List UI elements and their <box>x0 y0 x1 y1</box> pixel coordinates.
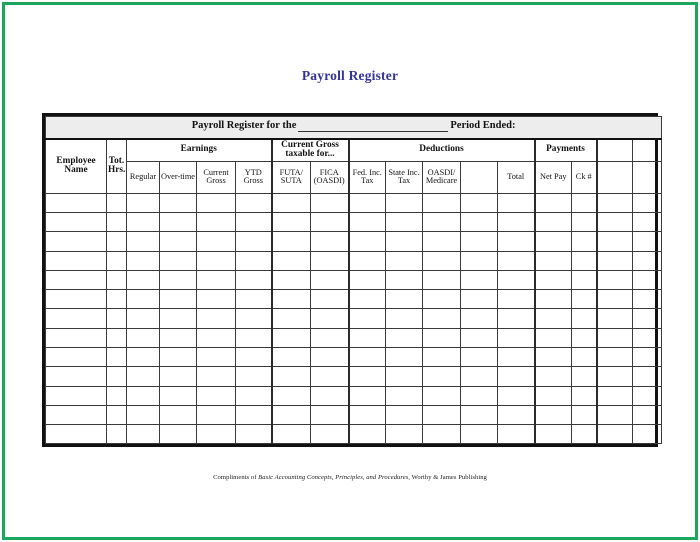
table-cell[interactable] <box>236 425 272 444</box>
table-cell[interactable] <box>386 348 423 367</box>
table-cell[interactable] <box>461 251 498 270</box>
table-cell[interactable] <box>197 367 236 386</box>
table-cell[interactable] <box>597 309 633 328</box>
column-header-blank-1 <box>597 161 633 193</box>
table-cell[interactable] <box>127 309 160 328</box>
table-cell[interactable] <box>349 405 386 424</box>
table-cell[interactable] <box>597 405 633 424</box>
table-cell[interactable] <box>46 290 107 309</box>
column-header-overtime: Over-time <box>160 161 197 193</box>
table-cell[interactable] <box>107 348 127 367</box>
table-row <box>46 309 662 328</box>
table-cell[interactable] <box>461 367 498 386</box>
table-cell[interactable] <box>461 290 498 309</box>
table-cell[interactable] <box>197 309 236 328</box>
table-cell[interactable] <box>272 425 311 444</box>
footer-suffix: , Worthy & James Publishing <box>408 474 487 481</box>
table-cell[interactable] <box>572 405 597 424</box>
table-cell[interactable] <box>633 425 662 444</box>
column-header-ytd-gross: YTD Gross <box>236 161 272 193</box>
table-cell[interactable] <box>535 232 572 251</box>
table-cell[interactable] <box>597 386 633 405</box>
table-cell[interactable] <box>535 425 572 444</box>
table-cell[interactable] <box>311 425 349 444</box>
table-cell[interactable] <box>160 232 197 251</box>
table-cell[interactable] <box>423 348 461 367</box>
table-cell[interactable] <box>633 386 662 405</box>
table-cell[interactable] <box>386 425 423 444</box>
table-cell[interactable] <box>107 232 127 251</box>
table-cell[interactable] <box>597 348 633 367</box>
table-cell[interactable] <box>461 193 498 212</box>
table-cell[interactable] <box>107 212 127 231</box>
table-cell[interactable] <box>236 270 272 289</box>
column-header-fica-oasdi: FICA (OASDI) <box>311 161 349 193</box>
table-cell[interactable] <box>272 290 311 309</box>
table-cell[interactable] <box>572 270 597 289</box>
table-cell[interactable] <box>572 425 597 444</box>
table-cell[interactable] <box>197 290 236 309</box>
table-cell[interactable] <box>498 290 535 309</box>
table-cell[interactable] <box>197 193 236 212</box>
table-cell[interactable] <box>461 386 498 405</box>
table-cell[interactable] <box>423 251 461 270</box>
table-cell[interactable] <box>349 212 386 231</box>
table-cell[interactable] <box>160 309 197 328</box>
table-cell[interactable] <box>197 328 236 347</box>
payroll-register-table <box>45 116 662 444</box>
table-cell[interactable] <box>386 367 423 386</box>
column-header-regular: Regular <box>127 161 160 193</box>
table-cell[interactable] <box>236 367 272 386</box>
table-cell[interactable] <box>127 386 160 405</box>
table-cell[interactable] <box>160 386 197 405</box>
page-title: Payroll Register <box>301 68 399 83</box>
table-banner-row <box>46 117 662 139</box>
table-cell[interactable] <box>423 425 461 444</box>
table-cell[interactable] <box>386 270 423 289</box>
table-cell[interactable] <box>461 328 498 347</box>
table-cell[interactable] <box>236 386 272 405</box>
table-cell[interactable] <box>311 290 349 309</box>
column-header-futa-suta: FUTA/ SUTA <box>272 161 311 193</box>
table-cell[interactable] <box>349 232 386 251</box>
table-cell[interactable] <box>311 348 349 367</box>
table-cell[interactable] <box>535 193 572 212</box>
table-cell[interactable] <box>633 270 662 289</box>
table-cell[interactable] <box>107 425 127 444</box>
table-row <box>46 386 662 405</box>
table-cell[interactable] <box>272 309 311 328</box>
table-cell[interactable] <box>46 348 107 367</box>
header-employee-name: Employee Name <box>46 139 107 194</box>
table-cell[interactable] <box>107 405 127 424</box>
table-cell[interactable] <box>498 232 535 251</box>
table-cell[interactable] <box>127 251 160 270</box>
table-cell[interactable] <box>272 212 311 231</box>
table-cell[interactable] <box>597 290 633 309</box>
table-cell[interactable] <box>572 386 597 405</box>
table-cell[interactable] <box>572 367 597 386</box>
table-cell[interactable] <box>349 251 386 270</box>
table-cell[interactable] <box>197 212 236 231</box>
banner-suffix-text: Period Ended: <box>450 120 516 132</box>
table-cell[interactable] <box>498 193 535 212</box>
table-cell[interactable] <box>160 193 197 212</box>
table-cell[interactable] <box>535 328 572 347</box>
table-cell[interactable] <box>197 232 236 251</box>
table-cell[interactable] <box>386 405 423 424</box>
column-header-oasdi-medicare: OASDI/ Medicare <box>423 161 461 193</box>
table-cell[interactable] <box>46 251 107 270</box>
table-cell[interactable] <box>236 251 272 270</box>
table-cell[interactable] <box>498 425 535 444</box>
banner-blank-line[interactable] <box>298 123 448 133</box>
table-cell[interactable] <box>633 367 662 386</box>
table-row <box>46 232 662 251</box>
table-cell[interactable] <box>107 367 127 386</box>
table-cell[interactable] <box>633 193 662 212</box>
table-cell[interactable] <box>197 386 236 405</box>
table-cell[interactable] <box>311 386 349 405</box>
table-cell[interactable] <box>349 309 386 328</box>
table-cell[interactable] <box>572 328 597 347</box>
table-cell[interactable] <box>107 270 127 289</box>
table-cell[interactable] <box>423 405 461 424</box>
table-row <box>46 270 662 289</box>
group-header-blank-1 <box>597 139 633 162</box>
table-cell[interactable] <box>572 290 597 309</box>
table-cell[interactable] <box>197 270 236 289</box>
table-cell[interactable] <box>127 290 160 309</box>
table-cell[interactable] <box>597 425 633 444</box>
table-cell[interactable] <box>311 367 349 386</box>
table-cell[interactable] <box>46 193 107 212</box>
table-cell[interactable] <box>572 309 597 328</box>
table-cell[interactable] <box>498 328 535 347</box>
table-cell[interactable] <box>127 193 160 212</box>
footer-prefix: Compliments of <box>213 474 259 481</box>
table-cell[interactable] <box>197 405 236 424</box>
table-cell[interactable] <box>423 193 461 212</box>
table-cell[interactable] <box>349 386 386 405</box>
table-cell[interactable] <box>535 386 572 405</box>
table-cell[interactable] <box>160 367 197 386</box>
table-cell[interactable] <box>349 270 386 289</box>
table-cell[interactable] <box>498 309 535 328</box>
table-cell[interactable] <box>572 232 597 251</box>
table-cell[interactable] <box>349 425 386 444</box>
table-cell[interactable] <box>127 270 160 289</box>
table-cell[interactable] <box>127 212 160 231</box>
table-cell[interactable] <box>311 405 349 424</box>
table-cell[interactable] <box>236 309 272 328</box>
table-cell[interactable] <box>160 425 197 444</box>
table-cell[interactable] <box>236 212 272 231</box>
footer-book-title: Basic Accounting Concepts, Principles, and Procedures <box>258 474 409 481</box>
table-row <box>46 425 662 444</box>
table-cell[interactable] <box>386 232 423 251</box>
table-row <box>46 367 662 386</box>
table-cell[interactable] <box>423 232 461 251</box>
table-cell[interactable] <box>236 348 272 367</box>
table-cell[interactable] <box>311 328 349 347</box>
table-cell[interactable] <box>236 232 272 251</box>
column-header-deduction-blank <box>461 161 498 193</box>
table-cell[interactable] <box>461 212 498 231</box>
table-cell[interactable] <box>633 309 662 328</box>
footer-credit <box>0 474 700 481</box>
table-cell[interactable] <box>423 309 461 328</box>
table-cell[interactable] <box>572 251 597 270</box>
table-cell[interactable] <box>572 348 597 367</box>
table-cell[interactable] <box>349 193 386 212</box>
table-cell[interactable] <box>107 290 127 309</box>
table-cell[interactable] <box>236 193 272 212</box>
table-cell[interactable] <box>461 270 498 289</box>
table-cell[interactable] <box>461 425 498 444</box>
table-cell[interactable] <box>197 251 236 270</box>
table-cell[interactable] <box>633 251 662 270</box>
table-cell[interactable] <box>349 328 386 347</box>
table-row <box>46 193 662 212</box>
table-cell[interactable] <box>311 270 349 289</box>
banner-cell <box>46 117 662 139</box>
table-cell[interactable] <box>160 212 197 231</box>
table-cell[interactable] <box>311 193 349 212</box>
table-row <box>46 212 662 231</box>
table-row <box>46 290 662 309</box>
table-cell[interactable] <box>423 328 461 347</box>
table-cell[interactable] <box>535 251 572 270</box>
table-cell[interactable] <box>597 232 633 251</box>
table-cell[interactable] <box>535 348 572 367</box>
payroll-register-table-container <box>42 113 658 447</box>
table-cell[interactable] <box>461 405 498 424</box>
group-header-blank-2 <box>633 139 662 162</box>
table-cell[interactable] <box>127 232 160 251</box>
table-cell[interactable] <box>633 212 662 231</box>
table-cell[interactable] <box>498 251 535 270</box>
table-cell[interactable] <box>46 367 107 386</box>
table-cell[interactable] <box>272 386 311 405</box>
table-cell[interactable] <box>127 367 160 386</box>
table-cell[interactable] <box>633 348 662 367</box>
table-cell[interactable] <box>386 251 423 270</box>
table-cell[interactable] <box>597 212 633 231</box>
group-header-earnings: Earnings <box>127 139 272 162</box>
table-cell[interactable] <box>46 425 107 444</box>
table-cell[interactable] <box>535 405 572 424</box>
group-header-current-gross-taxable: Current Gross taxable for... <box>272 139 349 162</box>
table-cell[interactable] <box>423 290 461 309</box>
table-cell[interactable] <box>386 212 423 231</box>
column-header-total: Total <box>498 161 535 193</box>
table-cell[interactable] <box>423 367 461 386</box>
table-cell[interactable] <box>160 290 197 309</box>
table-cell[interactable] <box>272 270 311 289</box>
table-cell[interactable] <box>498 348 535 367</box>
table-row <box>46 251 662 270</box>
table-cell[interactable] <box>127 328 160 347</box>
table-cell[interactable] <box>46 386 107 405</box>
column-header-ck-number: Ck # <box>572 161 597 193</box>
table-cell[interactable] <box>597 193 633 212</box>
table-cell[interactable] <box>272 328 311 347</box>
header-tot-hrs: Tot. Hrs. <box>107 139 127 194</box>
table-cell[interactable] <box>498 386 535 405</box>
table-cell[interactable] <box>461 348 498 367</box>
table-cell[interactable] <box>386 386 423 405</box>
table-cell[interactable] <box>160 405 197 424</box>
group-header-deductions: Deductions <box>349 139 535 162</box>
table-cell[interactable] <box>535 367 572 386</box>
column-header-net-pay: Net Pay <box>535 161 572 193</box>
table-cell[interactable] <box>633 405 662 424</box>
table-cell[interactable] <box>349 367 386 386</box>
table-cell[interactable] <box>236 405 272 424</box>
column-header-current-gross: Current Gross <box>197 161 236 193</box>
table-cell[interactable] <box>386 309 423 328</box>
table-row <box>46 328 662 347</box>
group-header-row <box>46 139 662 162</box>
table-cell[interactable] <box>107 193 127 212</box>
table-cell[interactable] <box>572 193 597 212</box>
table-cell[interactable] <box>46 232 107 251</box>
table-cell[interactable] <box>272 367 311 386</box>
table-cell[interactable] <box>423 270 461 289</box>
table-cell[interactable] <box>535 212 572 231</box>
table-cell[interactable] <box>127 405 160 424</box>
table-cell[interactable] <box>160 328 197 347</box>
table-cell[interactable] <box>107 328 127 347</box>
table-row <box>46 405 662 424</box>
table-cell[interactable] <box>236 290 272 309</box>
table-cell[interactable] <box>311 232 349 251</box>
table-cell[interactable] <box>498 367 535 386</box>
table-cell[interactable] <box>386 328 423 347</box>
table-cell[interactable] <box>498 405 535 424</box>
table-row <box>46 348 662 367</box>
table-cell[interactable] <box>498 270 535 289</box>
table-cell[interactable] <box>107 386 127 405</box>
table-cell[interactable] <box>272 251 311 270</box>
group-header-payments: Payments <box>535 139 597 162</box>
table-cell[interactable] <box>423 386 461 405</box>
table-cell[interactable] <box>572 212 597 231</box>
table-cell[interactable] <box>272 348 311 367</box>
table-cell[interactable] <box>127 348 160 367</box>
table-cell[interactable] <box>423 212 461 231</box>
table-cell[interactable] <box>46 212 107 231</box>
table-cell[interactable] <box>535 270 572 289</box>
table-cell[interactable] <box>633 290 662 309</box>
table-cell[interactable] <box>311 309 349 328</box>
table-cell[interactable] <box>349 348 386 367</box>
column-header-fed-inc-tax: Fed. Inc. Tax <box>349 161 386 193</box>
table-cell[interactable] <box>311 212 349 231</box>
table-cell[interactable] <box>46 270 107 289</box>
column-header-state-inc-tax: State Inc. Tax <box>386 161 423 193</box>
table-cell[interactable] <box>597 270 633 289</box>
column-header-row <box>46 161 662 193</box>
table-cell[interactable] <box>107 309 127 328</box>
table-cell[interactable] <box>386 290 423 309</box>
table-cell[interactable] <box>535 290 572 309</box>
table-cell[interactable] <box>197 425 236 444</box>
table-cell[interactable] <box>107 251 127 270</box>
table-cell[interactable] <box>236 328 272 347</box>
table-cell[interactable] <box>597 367 633 386</box>
table-cell[interactable] <box>160 270 197 289</box>
table-cell[interactable] <box>597 328 633 347</box>
column-header-blank-2 <box>633 161 662 193</box>
table-cell[interactable] <box>160 348 197 367</box>
banner-prefix-text: Payroll Register for the <box>191 120 297 132</box>
table-cell[interactable] <box>311 251 349 270</box>
table-cell[interactable] <box>160 251 197 270</box>
table-cell[interactable] <box>386 193 423 212</box>
table-cell[interactable] <box>461 309 498 328</box>
table-cell[interactable] <box>633 328 662 347</box>
table-cell[interactable] <box>498 212 535 231</box>
table-cell[interactable] <box>197 348 236 367</box>
table-cell[interactable] <box>46 309 107 328</box>
table-cell[interactable] <box>633 232 662 251</box>
table-cell[interactable] <box>461 232 498 251</box>
table-cell[interactable] <box>127 425 160 444</box>
table-cell[interactable] <box>272 193 311 212</box>
table-cell[interactable] <box>535 309 572 328</box>
table-cell[interactable] <box>349 290 386 309</box>
table-cell[interactable] <box>272 405 311 424</box>
table-cell[interactable] <box>597 251 633 270</box>
table-cell[interactable] <box>272 232 311 251</box>
table-cell[interactable] <box>46 405 107 424</box>
table-cell[interactable] <box>46 328 107 347</box>
